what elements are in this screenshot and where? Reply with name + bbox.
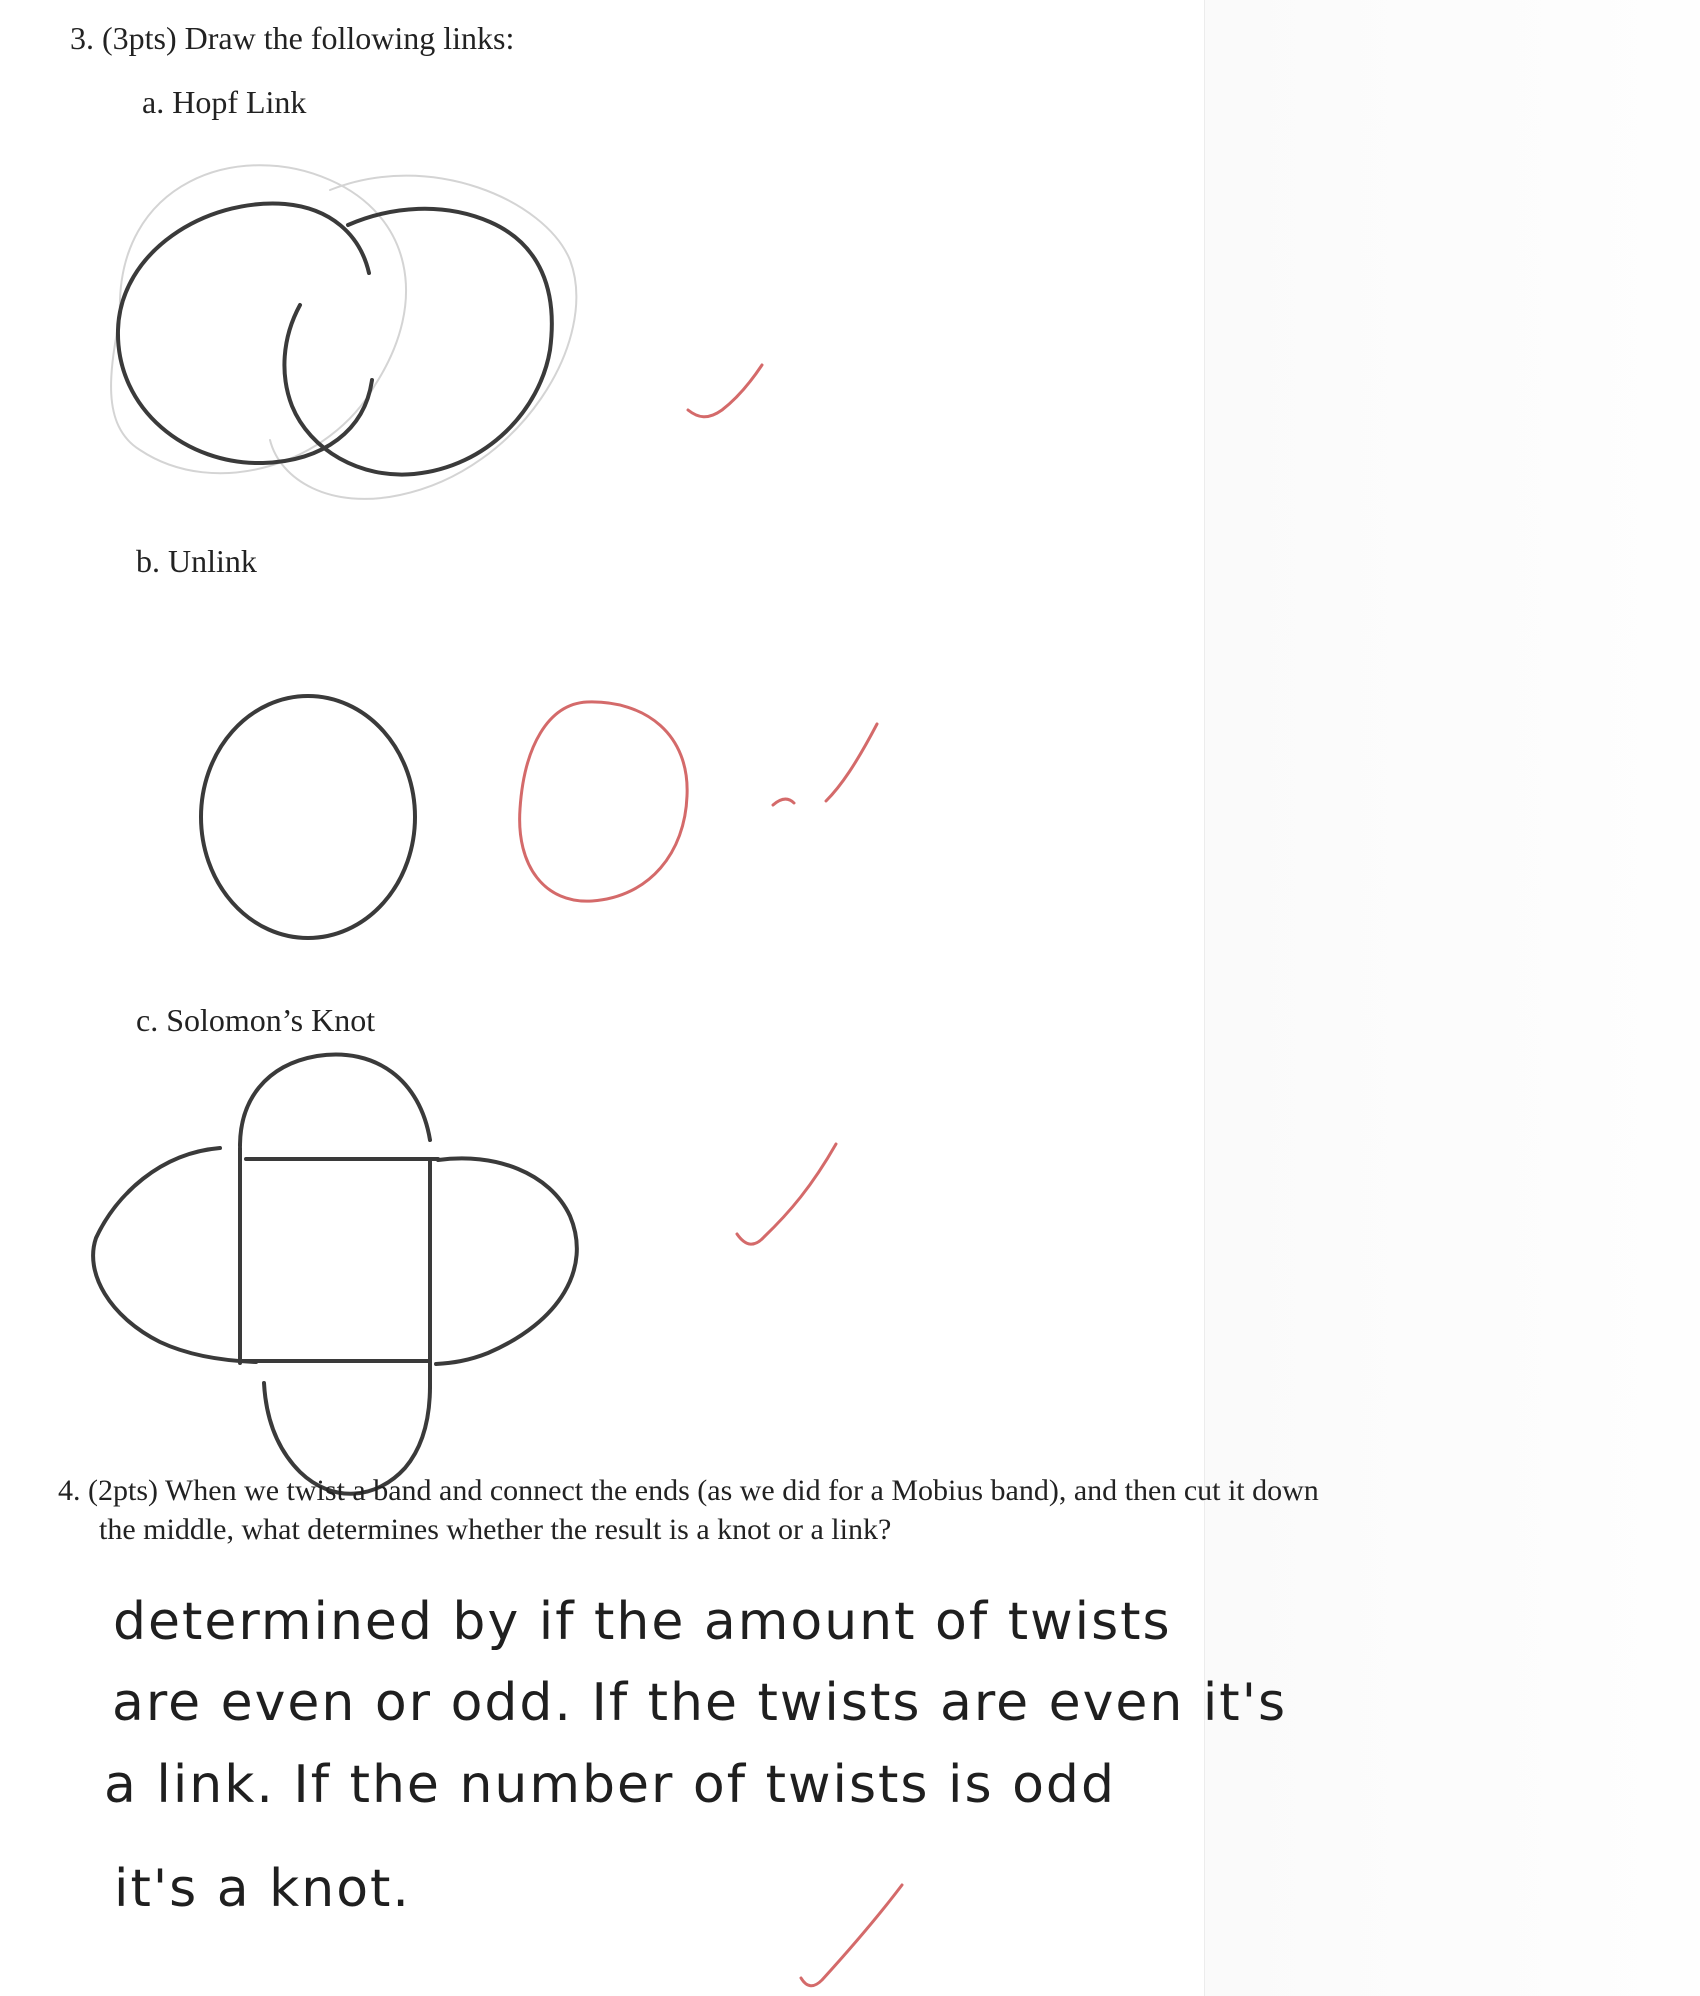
unlink-right-circle [520, 702, 688, 901]
check-mark-solomon [737, 1144, 836, 1244]
check-mark-hopf [688, 365, 762, 417]
solomon-top-arc [240, 1055, 430, 1146]
solomon-right-arc [436, 1158, 577, 1364]
answer-line-1: determined by if the amount of twists [113, 1592, 1172, 1652]
question-4-line-2: the middle, what determines whether the result is a knot or a link? [99, 1513, 892, 1546]
answer-line-2: are even or odd. If the twists are even it's [112, 1673, 1288, 1733]
answer-line-3: a link. If the number of twists is odd [104, 1755, 1116, 1815]
question-3-title: 3. (3pts) Draw the following links: [70, 20, 515, 56]
tilde-mark-unlink [773, 799, 794, 805]
hopf-pencil-guide-left [111, 165, 406, 473]
unlink-left-circle [201, 696, 415, 938]
part-c-label: c. Solomon’s Knot [136, 1002, 376, 1038]
part-a-label: a. Hopf Link [142, 84, 307, 120]
answer-line-4: it's a knot. [114, 1859, 411, 1919]
part-b-label: b. Unlink [136, 543, 257, 579]
check-mark-answer [801, 1885, 902, 1986]
check-mark-unlink [826, 724, 877, 801]
solomon-left-arc [93, 1148, 256, 1362]
question-4-line-1: 4. (2pts) When we twist a band and connect the ends (as we did for a Mobius band), and then cut it down [58, 1474, 1319, 1507]
hopf-left-circle [118, 204, 372, 464]
